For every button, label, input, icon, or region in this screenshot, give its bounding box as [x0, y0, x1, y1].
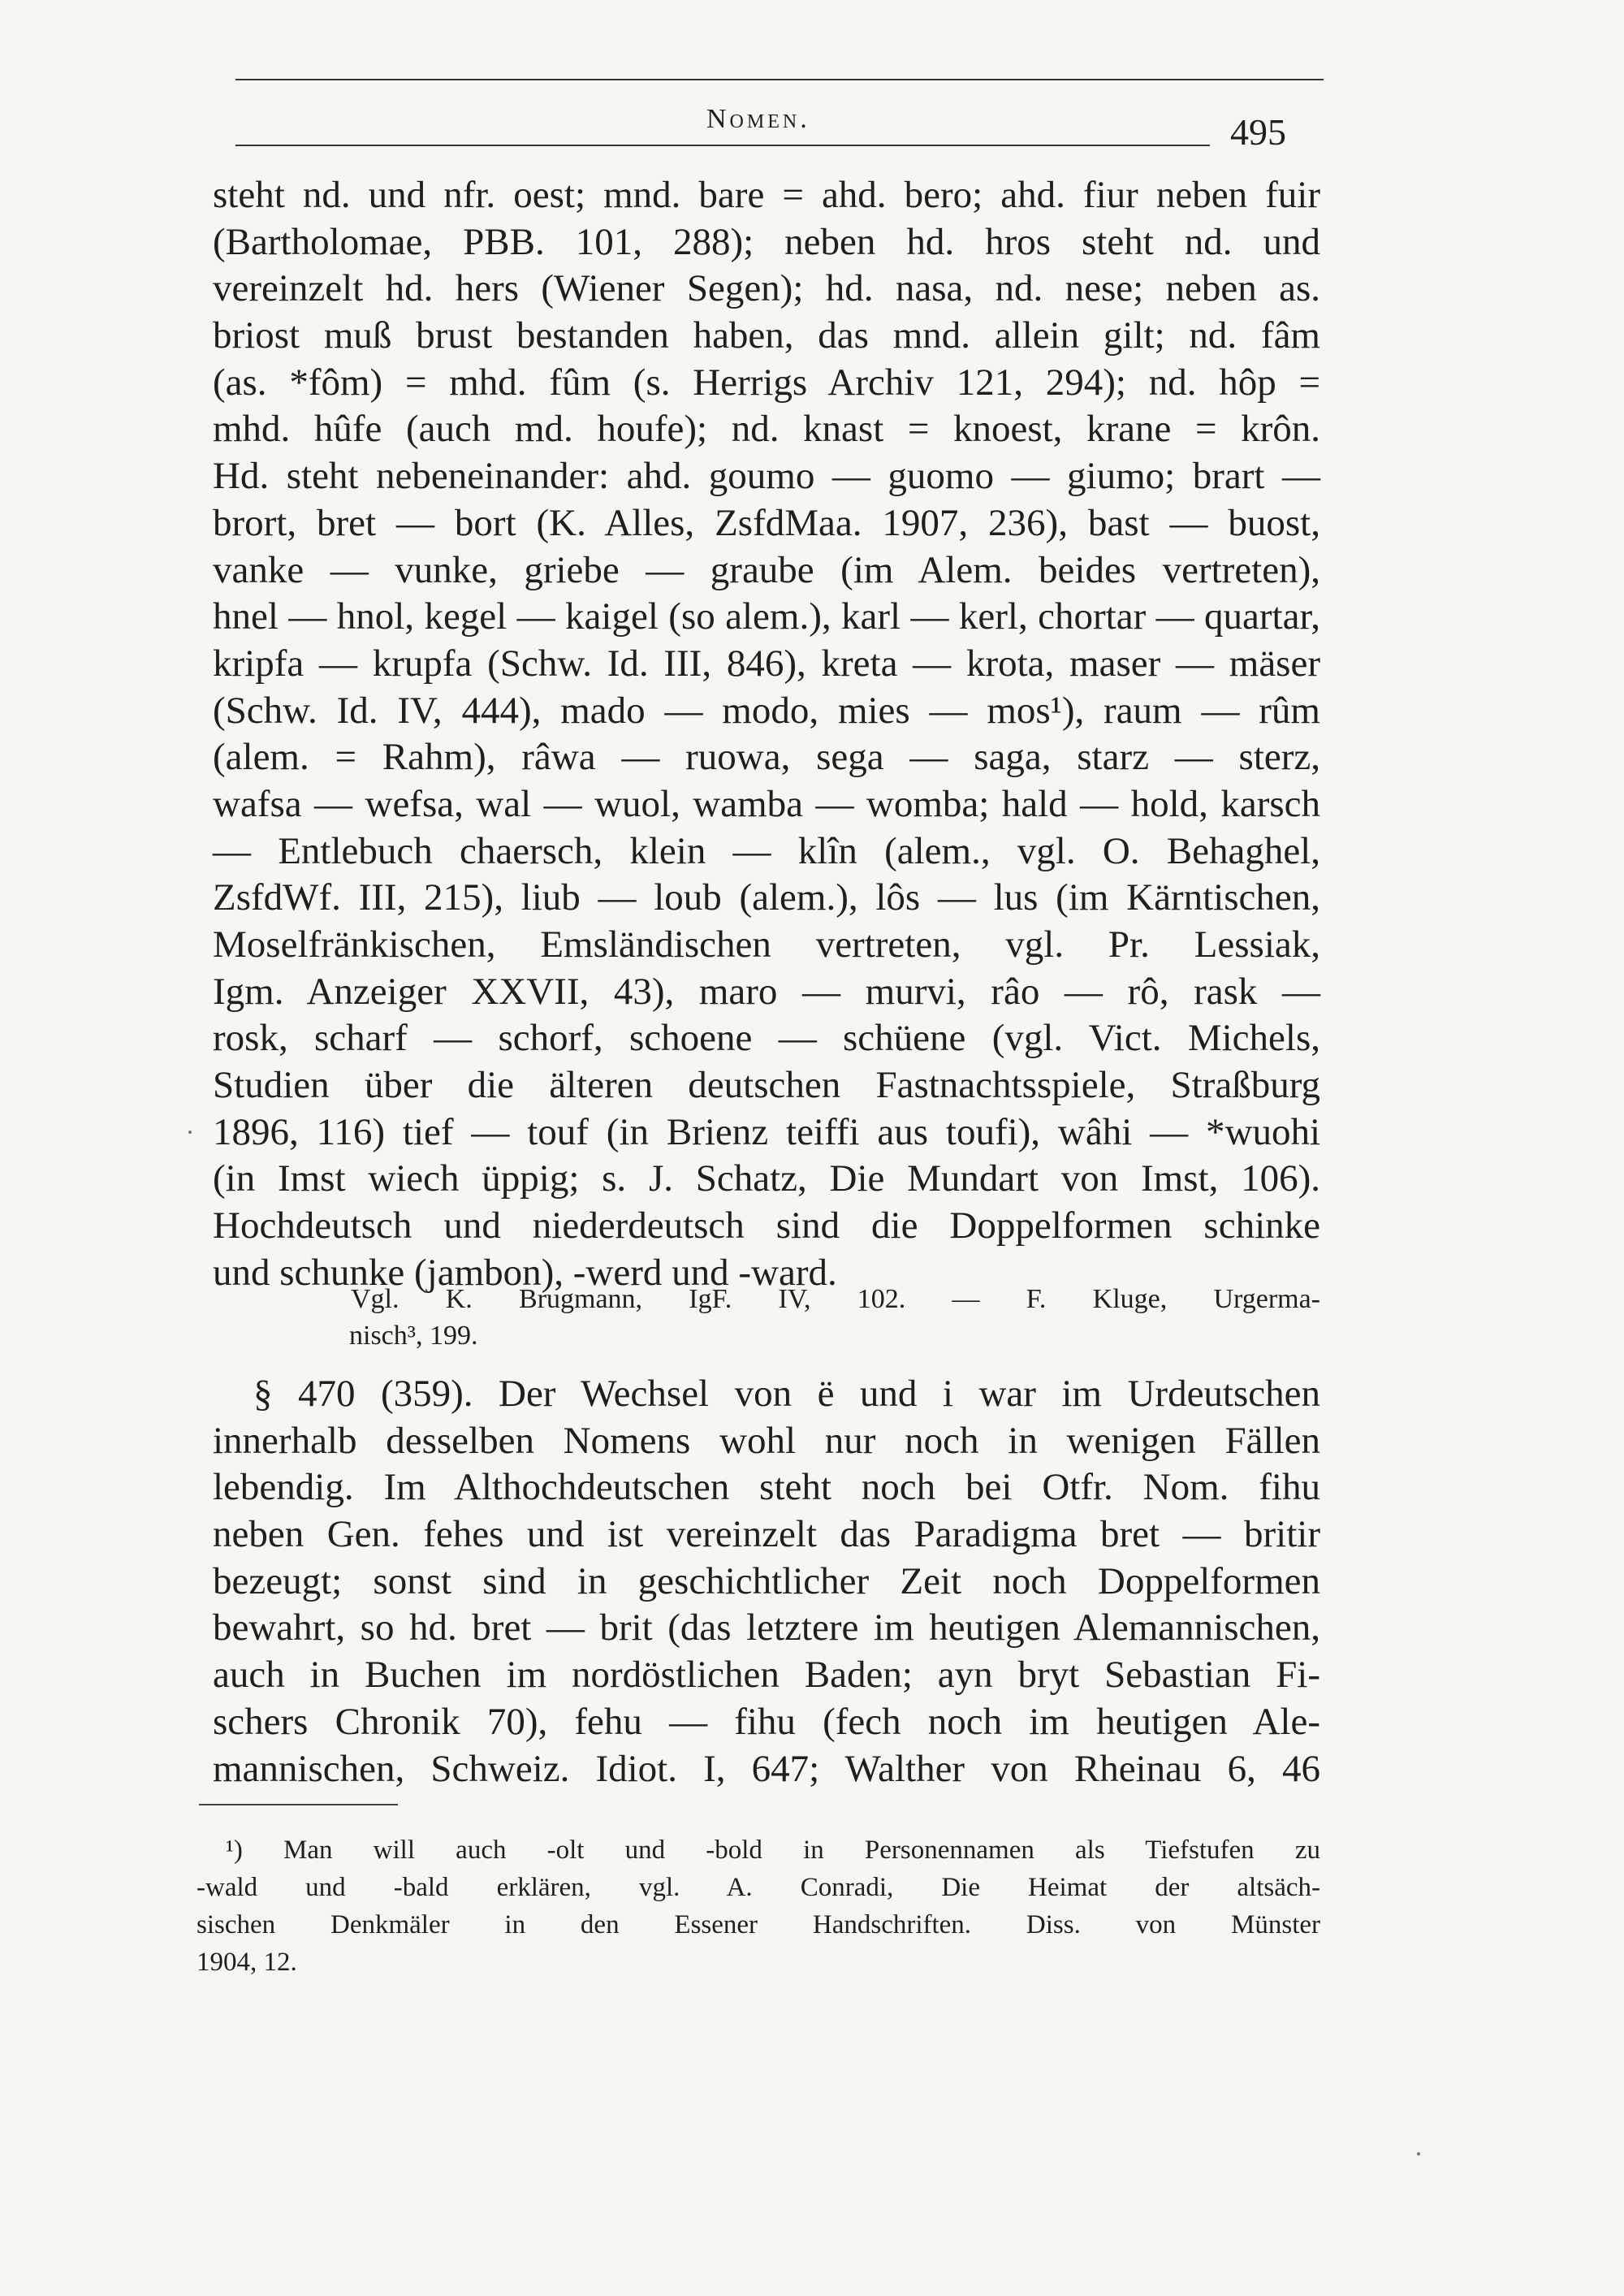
text-line: vanke — vunke, griebe — graube (im Alem. beides vertreten), — [213, 548, 1320, 591]
text-line: steht nd. und nfr. oest; mnd. bare = ahd. bero; ahd. fiur neben fuir — [213, 174, 1320, 216]
text-line: brort, bret — bort (K. Alles, ZsfdMaa. 1907, 236), bast — buost, — [213, 501, 1320, 544]
text-line: rosk, scharf — schorf, schoene — schüene (vgl. Vict. Michels, — [213, 1017, 1320, 1060]
text-line: Hd. steht nebeneinander: ahd. goumo — guomo — giumo; brart — — [213, 455, 1320, 498]
text-line: schers Chronik 70), fehu — fihu (fech noch im heutigen Ale- — [213, 1700, 1320, 1743]
text-line: neben Gen. fehes und ist vereinzelt das Paradigma bret — britir — [213, 1513, 1320, 1556]
footnote-line: sischen Denkmäler in den Essener Handschriften. Diss. von Münster — [197, 1910, 1320, 1939]
scan-speck — [1417, 2152, 1420, 2155]
text-line: Igm. Anzeiger XXVII, 43), maro — murvi, râo — rô, rask — — [213, 970, 1320, 1013]
text-line: Studien über die älteren deutschen Fastnachtsspiele, Straßburg — [213, 1064, 1320, 1107]
bibliography-note — [213, 1281, 1320, 1354]
text-line: (in Imst wiech üppig; s. J. Schatz, Die Mundart von Imst, 106). — [213, 1157, 1320, 1200]
text-line: § 470 (359). Der Wechsel von ë und i war im Urdeutschen — [253, 1373, 1320, 1415]
footnote-line: ¹) Man will auch -olt und -bold in Personennamen als Tiefstufen zu — [226, 1836, 1320, 1865]
text-line: wafsa — wefsa, wal — wuol, wamba — womba; hald — hold, karsch — [213, 782, 1320, 825]
text-line: bezeugt; sonst sind in geschichtlicher Zeit noch Doppelformen — [213, 1559, 1320, 1602]
text-line: auch in Buchen im nordöstlichen Baden; ayn bryt Sebastian Fi- — [213, 1654, 1320, 1697]
text-line: hnel — hnol, kegel — kaigel (so alem.), karl — kerl, chortar — quartar, — [213, 595, 1320, 638]
footnote-line: 1904, 12. — [197, 1948, 297, 1977]
text-line: 1896, 116) tief — touf (in Brienz teiffi aus toufi), wâhi — *wuohi — [213, 1110, 1320, 1153]
page-number: 495 — [1230, 111, 1286, 153]
footnote — [197, 1831, 1320, 1981]
text-line: lebendig. Im Althochdeutschen steht noch bei Otfr. Nom. fihu — [213, 1466, 1320, 1509]
footnote-separator — [199, 1804, 398, 1805]
text-line: kripfa — krupfa (Schw. Id. III, 846), kreta — krota, maser — mäser — [213, 642, 1320, 685]
text-line: bewahrt, so hd. bret — brit (das letztere im heutigen Alemannischen, — [213, 1606, 1320, 1650]
header-bottom-rule — [235, 145, 1210, 146]
footnote-line: -wald und -bald erklären, vgl. A. Conradi, Die Heimat der altsäch- — [197, 1873, 1320, 1902]
text-line: mannischen, Schweiz. Idiot. I, 647; Walther von Rheinau 6, 46 — [213, 1747, 1320, 1790]
text-line: — Entlebuch chaersch, klein — klîn (alem., vgl. O. Behaghel, — [213, 829, 1320, 872]
main-paragraph — [213, 172, 1320, 1297]
text-line: vereinzelt hd. hers (Wiener Segen); hd. nasa, nd. nese; neben as. — [213, 267, 1320, 310]
section-470-paragraph — [213, 1371, 1320, 1792]
text-line: Hochdeutsch und niederdeutsch sind die Doppelformen schinke — [213, 1204, 1320, 1247]
text-line: (as. *fôm) = mhd. fûm (s. Herrigs Archiv 121, 294); nd. hôp = — [213, 361, 1320, 404]
note-line: Vgl. K. Brugmann, IgF. IV, 102. — F. Kluge, Urgerma- — [351, 1284, 1320, 1314]
header-top-rule — [235, 79, 1324, 80]
text-line: innerhalb desselben Nomens wohl nur noch in wenigen Fällen — [213, 1419, 1320, 1462]
text-line: (alem. = Rahm), râwa — ruowa, sega — saga, starz — sterz, — [213, 736, 1320, 779]
scan-speck — [188, 1131, 192, 1134]
text-line: Moselfränkischen, Emsländischen vertreten, vgl. Pr. Lessiak, — [213, 923, 1320, 966]
text-line: (Bartholomae, PBB. 101, 288); neben hd. hros steht nd. und — [213, 220, 1320, 263]
note-line: nisch³, 199. — [349, 1321, 478, 1351]
text-line: ZsfdWf. III, 215), liub — loub (alem.), lôs — lus (im Kärntischen, — [213, 876, 1320, 919]
text-line: (Schw. Id. IV, 444), mado — modo, mies — mos¹), raum — rûm — [213, 689, 1320, 732]
text-line: briost muß brust bestanden haben, das mnd. allein gilt; nd. fâm — [213, 314, 1320, 357]
running-head: Nomen. — [706, 104, 810, 134]
text-line: und schunke (jambon), -werd und -ward. — [213, 1251, 837, 1294]
text-line: mhd. hûfe (auch md. houfe); nd. knast = knoest, krane = krôn. — [213, 408, 1320, 451]
